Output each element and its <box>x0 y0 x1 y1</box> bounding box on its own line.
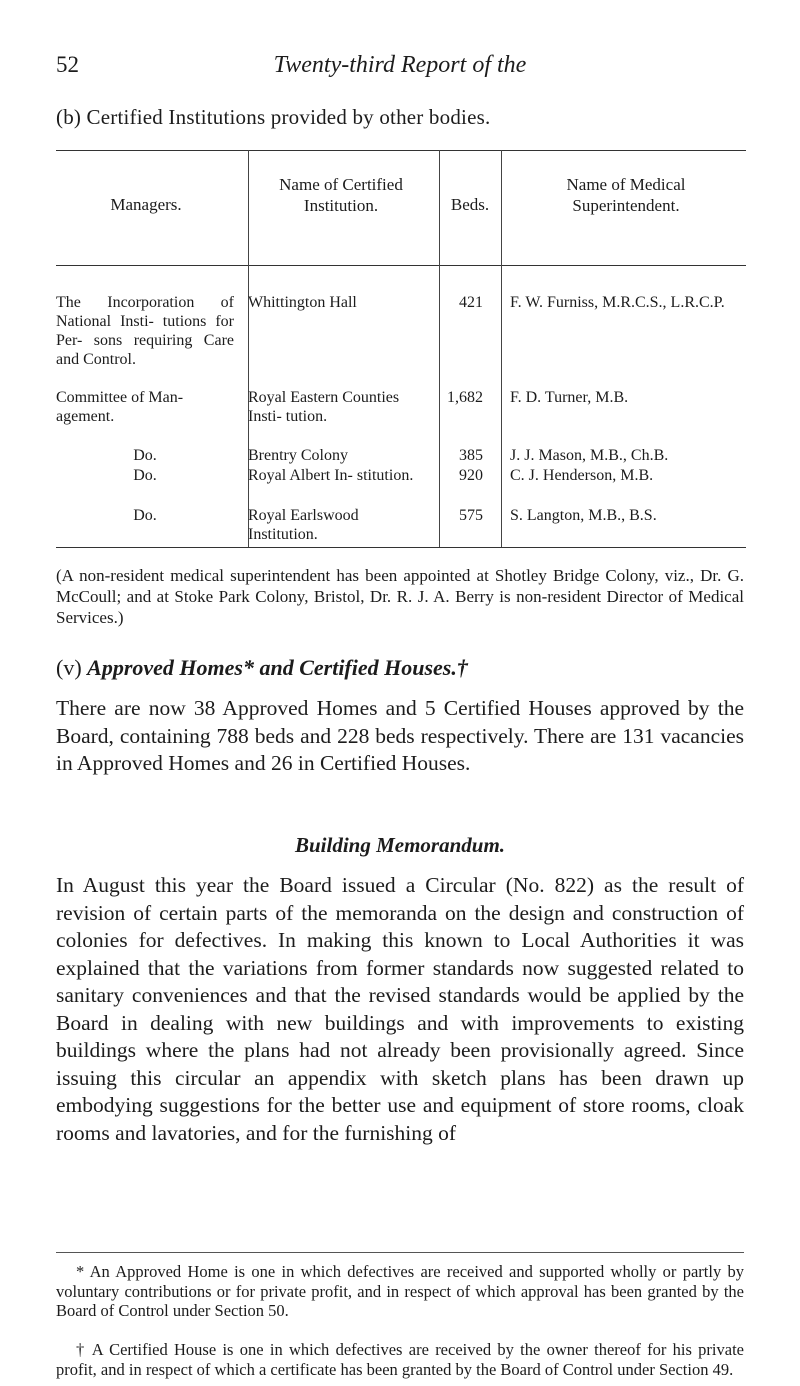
column-divider <box>501 150 502 547</box>
table-cell-beds: 421 <box>459 294 483 311</box>
table-cell-managers: The Incorporation of National Insti- tutions for Per- sons requiring Care and Control. <box>56 294 234 368</box>
page-number: 52 <box>56 52 79 77</box>
approved-homes-paragraph: There are now 38 Approved Homes and 5 Certified Houses approved by the Board, containing 788 beds and 228 beds respectively. There are 131 vacancies in Approved Homes and 26 in Certified Houses. <box>56 696 744 775</box>
section-v-prefix: (v) <box>56 655 88 680</box>
footnote-approved-home: * An Approved Home is one in which defectives are received and supported wholly or partly by voluntary contributions or for private profit, and in respect of which approval has been granted by the Board of Control under Section 50. <box>56 1262 744 1320</box>
table-header-rule <box>56 265 746 266</box>
footnote-rule <box>56 1252 744 1253</box>
table-cell-managers: Do. <box>133 447 157 464</box>
section-b-heading: (b) Certified Institutions provided by other bodies. <box>56 105 491 129</box>
table-cell-institution: Whittington Hall <box>248 294 357 311</box>
table-cell-institution: Brentry Colony <box>248 447 348 464</box>
table-cell-institution: Royal Earlswood Institution. <box>248 507 359 543</box>
table-cell-superintendent: F. W. Furniss, M.R.C.S., L.R.C.P. <box>510 294 725 311</box>
table-cell-superintendent: S. Langton, M.B., B.S. <box>510 507 657 524</box>
institutions-table <box>56 150 746 548</box>
column-header-managers: Managers. <box>110 195 182 214</box>
non-resident-note: (A non-resident medical superintendent has been appointed at Shotley Bridge Colony, viz., Dr. G. McCoull; and at Stoke Park Colony, Bristol, Dr. R. J. A. Berry is non-resident Director of Medical Services.) <box>56 566 744 627</box>
running-title: Twenty-third Report of the <box>273 52 527 78</box>
section-v-heading <box>56 655 744 681</box>
table-cell-superintendent: C. J. Henderson, M.B. <box>510 467 654 484</box>
table-cell-beds: 385 <box>459 447 483 464</box>
column-divider <box>248 150 249 547</box>
table-cell-superintendent: J. J. Mason, M.B., Ch.B. <box>510 447 669 464</box>
table-cell-managers: Do. <box>133 507 157 524</box>
footnote-certified-house: † A Certified House is one in which defectives are received by the owner thereof for his private profit, and in respect of which a certificate has been granted by the Board of Control under Section 49. <box>56 1340 744 1379</box>
building-memorandum-paragraph: In August this year the Board issued a Circular (No. 822) as the result of revision of certain parts of the memoranda on the design and construction of colonies for defectives. In making this known to Local Authorities it was explained that the variations from former standards now suggested related to sanitary conveniences and that the revised standards would be applied by the Board in dealing with new buildings and with improvements to existing buildings where the plans had not already been provisionally agreed. Since issuing this circular an appendix with sketch plans has been drawn up embodying suggestions for the better use and equipment of store rooms, cloak rooms and lavatories, and for the furnishing of <box>56 873 744 1145</box>
section-v-title: Approved Homes* and Certified Houses.† <box>87 655 468 680</box>
table-cell-institution: Royal Albert In- stitution. <box>248 467 414 484</box>
column-header-superintendent: Name of Medical Superintendent. <box>566 175 686 215</box>
table-bottom-rule <box>56 547 746 548</box>
table-cell-beds: 575 <box>459 507 483 524</box>
table-cell-superintendent: F. D. Turner, M.B. <box>510 389 629 406</box>
column-header-institution: Name of Certified Institution. <box>279 175 403 215</box>
page-header <box>56 48 744 88</box>
table-top-rule <box>56 150 746 151</box>
table-cell-beds: 1,682 <box>447 389 483 406</box>
column-header-beds: Beds. <box>450 195 490 214</box>
table-cell-managers: Do. <box>133 467 157 484</box>
table-cell-institution: Royal Eastern Counties Insti- tution. <box>248 389 400 425</box>
table-cell-managers: Committee of Man- agement. <box>56 389 184 425</box>
building-memorandum-heading: Building Memorandum. <box>294 833 506 857</box>
table-cell-beds: 920 <box>459 467 483 484</box>
